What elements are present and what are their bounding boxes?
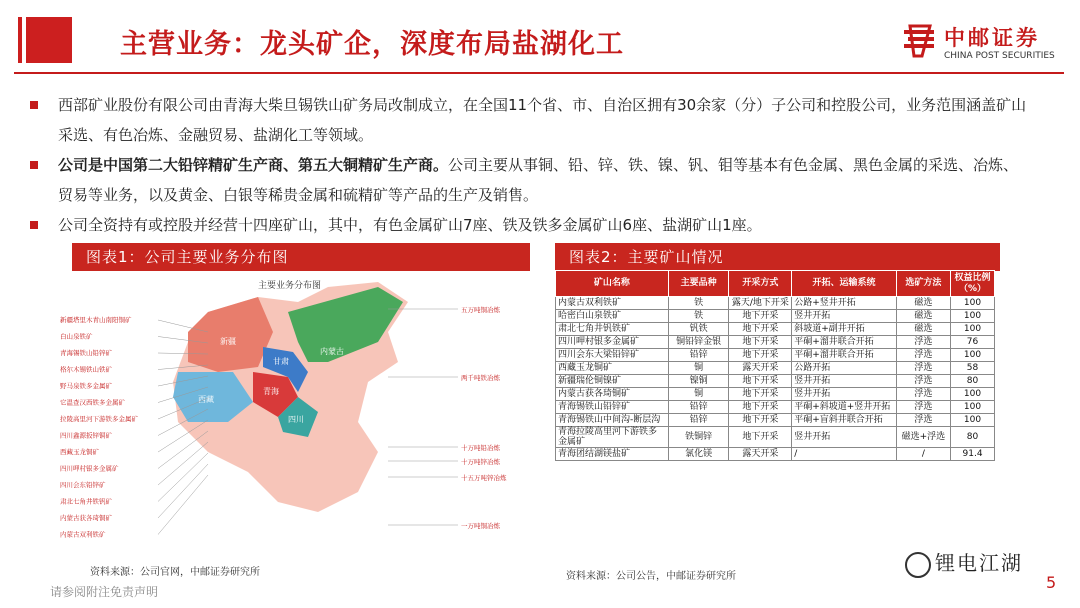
table-cell: /: [792, 448, 897, 461]
table-cell: 平硐+溜井联合开拓: [792, 336, 897, 349]
table-cell: 西藏玉龙铜矿: [556, 362, 669, 375]
col-beneficiation: 选矿方法: [896, 271, 950, 297]
mine-label: 内蒙古双利铁矿: [60, 530, 106, 539]
mine-label: 内蒙古获各琦铜矿: [60, 514, 112, 522]
bullet-3: [30, 210, 1030, 240]
table-cell: 铜: [668, 362, 729, 375]
map-title: 主要业务分布图: [258, 281, 322, 291]
table-row: [556, 414, 995, 427]
smelter-labels-right: [388, 305, 507, 530]
table-cell: 铁: [668, 297, 729, 310]
leader-line: [158, 475, 208, 535]
watermark-text: 锂电江湖: [935, 551, 1023, 575]
mine-label: 野马泉铁多金属矿: [60, 382, 112, 390]
table-cell: 公路开拓: [792, 362, 897, 375]
table-cell: 磁选: [896, 310, 950, 323]
table-cell: 浮选: [896, 401, 950, 414]
table-row: [556, 323, 995, 336]
figure2-header: 图表2：主要矿山情况: [555, 243, 1000, 271]
table-cell: 80: [951, 375, 995, 388]
header-divider: [14, 72, 1064, 74]
region-label-xizang: 西藏: [198, 395, 214, 404]
watermark: [905, 547, 1023, 578]
table-cell: 100: [951, 349, 995, 362]
page-number: 5: [1046, 573, 1057, 592]
logo-english-name: CHINA POST SECURITIES: [944, 51, 1055, 61]
disclaimer-footer: 请参阅附注免责声明: [50, 585, 159, 599]
slide-title: 主营业务：龙头矿企，深度布局盐湖化工: [120, 29, 624, 60]
mine-label: 青海锡铁山铅锌矿: [60, 349, 112, 357]
table-row: [556, 427, 995, 448]
figure1-header: 图表1：公司主要业务分布图: [72, 243, 530, 271]
table-header-row: [556, 271, 995, 297]
table-cell: 地下开采: [729, 323, 792, 336]
table-cell: 磁选+浮选: [896, 427, 950, 448]
table-cell: 四川会东大梁铅锌矿: [556, 349, 669, 362]
smelter-label: 一万吨铜冶炼: [461, 522, 500, 530]
table-cell: 内蒙古获各琦铜矿: [556, 388, 669, 401]
table-cell: 竖井开拓: [792, 375, 897, 388]
table-cell: 青海锡铁山中间沟-断层沟: [556, 414, 669, 427]
table-cell: 露天开采: [729, 362, 792, 375]
mine-label: 四川呷村银多金属矿: [60, 464, 119, 473]
table-cell: 地下开采: [729, 349, 792, 362]
china-map: [58, 272, 530, 562]
table-row: [556, 336, 995, 349]
table-cell: 青海拉陵高里河下游铁多金属矿: [556, 427, 669, 448]
table-row: [556, 297, 995, 310]
col-mining-method: 开采方式: [729, 271, 792, 297]
region-label-qinghai: 青海: [263, 387, 279, 396]
table-row: [556, 362, 995, 375]
table-cell: 哈密白山泉铁矿: [556, 310, 669, 323]
figure1-source: 资料来源：公司官网，中邮证券研究所: [90, 567, 260, 578]
logo-chinese-name: 中邮证券: [944, 26, 1040, 50]
table-row: [556, 375, 995, 388]
table-cell: 地下开采: [729, 310, 792, 323]
header-stripe-block: [14, 17, 72, 63]
table-cell: 露天开采: [729, 448, 792, 461]
table-cell: 80: [951, 427, 995, 448]
table-cell: 镍铜: [668, 375, 729, 388]
table-cell: 76: [951, 336, 995, 349]
col-transport-system: 开拓、运输系统: [792, 271, 897, 297]
company-logo: [900, 20, 1070, 66]
bullet-2: [30, 150, 1030, 210]
leader-line: [158, 453, 208, 502]
table-cell: 浮选: [896, 362, 950, 375]
mine-label: 四川鑫源扳锌铜矿: [60, 431, 112, 440]
region-label-neimenggu: 内蒙古: [320, 347, 344, 356]
table-cell: 新疆瑞伦铜镍矿: [556, 375, 669, 388]
wechat-icon: [905, 552, 931, 578]
smelter-label: 五万吨铜冶炼: [461, 306, 500, 314]
mine-label: 四川会东铅锌矿: [60, 481, 106, 489]
table-cell: 浮选: [896, 349, 950, 362]
table-row: [556, 349, 995, 362]
table-cell: 竖井开拓: [792, 427, 897, 448]
table-cell: 铜铅锌金银: [668, 336, 729, 349]
table-cell: 平硐+斜坡道+竖井开拓: [792, 401, 897, 414]
table-cell: 91.4: [951, 448, 995, 461]
business-map: [58, 272, 530, 562]
table-cell: 100: [951, 401, 995, 414]
mine-label: 它温查汉西铁多金属矿: [60, 398, 125, 407]
mine-label: 拉陵高里河下游铁多金属矿: [60, 415, 138, 423]
table-cell: 平硐+溜井联合开拓: [792, 349, 897, 362]
table-cell: 公路+竖井开拓: [792, 297, 897, 310]
table-cell: 钒铁: [668, 323, 729, 336]
table-cell: 铅锌: [668, 349, 729, 362]
slide-header: [0, 0, 1080, 80]
col-mine-name: 矿山名称: [556, 271, 669, 297]
table-cell: 地下开采: [729, 401, 792, 414]
smelter-label: 十万吨铅冶炼: [461, 444, 500, 452]
table-cell: 铅锌: [668, 401, 729, 414]
table-cell: 浮选: [896, 388, 950, 401]
table-cell: 铁铜锌: [668, 427, 729, 448]
smelter-label: 十万吨锌冶炼: [461, 458, 500, 466]
table-cell: 磁选: [896, 323, 950, 336]
table-cell: 内蒙古双利铁矿: [556, 297, 669, 310]
table-cell: 地下开采: [729, 388, 792, 401]
table-cell: 青海锡铁山铅锌矿: [556, 401, 669, 414]
table-cell: 青海团结湖镁盐矿: [556, 448, 669, 461]
leader-line: [158, 442, 208, 485]
table-row: [556, 401, 995, 414]
col-product: 主要品种: [668, 271, 729, 297]
leader-line: [158, 464, 208, 518]
table-cell: 58: [951, 362, 995, 375]
table-row: [556, 448, 995, 461]
map-region-shape: [188, 297, 273, 372]
table-cell: 地下开采: [729, 375, 792, 388]
china-post-logo-icon: [900, 22, 938, 60]
table-cell: 地下开采: [729, 414, 792, 427]
region-label-sichuan: 四川: [288, 415, 304, 424]
table-row: [556, 310, 995, 323]
mine-label: 西藏玉龙铜矿: [60, 448, 99, 456]
region-label-gansu: 甘肃: [273, 357, 289, 366]
bullet-square-icon: [30, 221, 38, 229]
table-cell: 浮选: [896, 375, 950, 388]
table-cell: 地下开采: [729, 427, 792, 448]
bullet-3-text: 公司全资持有或控股并经营十四座矿山，其中，有色金属矿山7座、铁及铁多金属矿山6座、盐湖矿山1座。: [58, 216, 762, 234]
table-cell: 氯化镁: [668, 448, 729, 461]
table-cell: 100: [951, 310, 995, 323]
table-cell: /: [896, 448, 950, 461]
figure2-source: 资料来源：公司公告，中邮证券研究所: [566, 571, 736, 582]
table-cell: 四川呷村银多金属矿: [556, 336, 669, 349]
table-row: [556, 388, 995, 401]
table-cell: 平硐+盲斜井联合开拓: [792, 414, 897, 427]
bullet-2-bold: 公司是中国第二大铅锌精矿生产商、第五大铜精矿生产商。: [58, 156, 449, 174]
table-cell: 竖井开拓: [792, 310, 897, 323]
table-cell: 100: [951, 323, 995, 336]
bullet-square-icon: [30, 101, 38, 109]
bullet-1: [30, 90, 1030, 150]
table-cell: 铅锌: [668, 414, 729, 427]
table-cell: 地下开采: [729, 336, 792, 349]
col-equity-ratio: 权益比例（%）: [951, 271, 995, 297]
table-cell: 肃北七角井钒铁矿: [556, 323, 669, 336]
smelter-label: 十五万吨锌冶炼: [461, 474, 507, 482]
bullet-1-text: 西部矿业股份有限公司由青海大柴旦锡铁山矿务局改制成立，在全国11个省、市、自治区拥有30余家（分）子公司和控股公司，业务范围涵盖矿山采选、有色冶炼、金融贸易、盐湖化工等领域。: [58, 96, 1027, 144]
region-label-xinjiang: 新疆: [220, 337, 236, 346]
table-cell: 100: [951, 388, 995, 401]
smelter-label: 两千吨铁冶炼: [461, 374, 500, 382]
table-cell: 露天/地下开采: [729, 297, 792, 310]
table-cell: 斜坡道+副井开拓: [792, 323, 897, 336]
mines-table: [555, 270, 995, 461]
table-cell: 浮选: [896, 336, 950, 349]
leader-line: [158, 431, 208, 469]
table-cell: 铜: [668, 388, 729, 401]
mine-label: 格尔木锡铁山铁矿: [60, 365, 112, 374]
bullet-2-text: 公司主要从事铜、铅、锌、铁、镍、钒、钼等基本有色金属、黑色金属的采选、冶炼、贸易等业务，以及黄金、白银等稀贵金属和硫精矿等产品的生产及销售。: [58, 156, 1019, 204]
mine-label: 白山泉铁矿: [60, 332, 93, 341]
table-cell: 铁: [668, 310, 729, 323]
bullet-square-icon: [30, 161, 38, 169]
table-cell: 100: [951, 414, 995, 427]
mine-label: 肃北七角井铁钒矿: [60, 497, 112, 506]
table-cell: 竖井开拓: [792, 388, 897, 401]
mine-label: 新疆塔里木青山南阳铜矿: [60, 316, 132, 324]
table-cell: 磁选: [896, 297, 950, 310]
table-cell: 浮选: [896, 414, 950, 427]
table-cell: 100: [951, 297, 995, 310]
